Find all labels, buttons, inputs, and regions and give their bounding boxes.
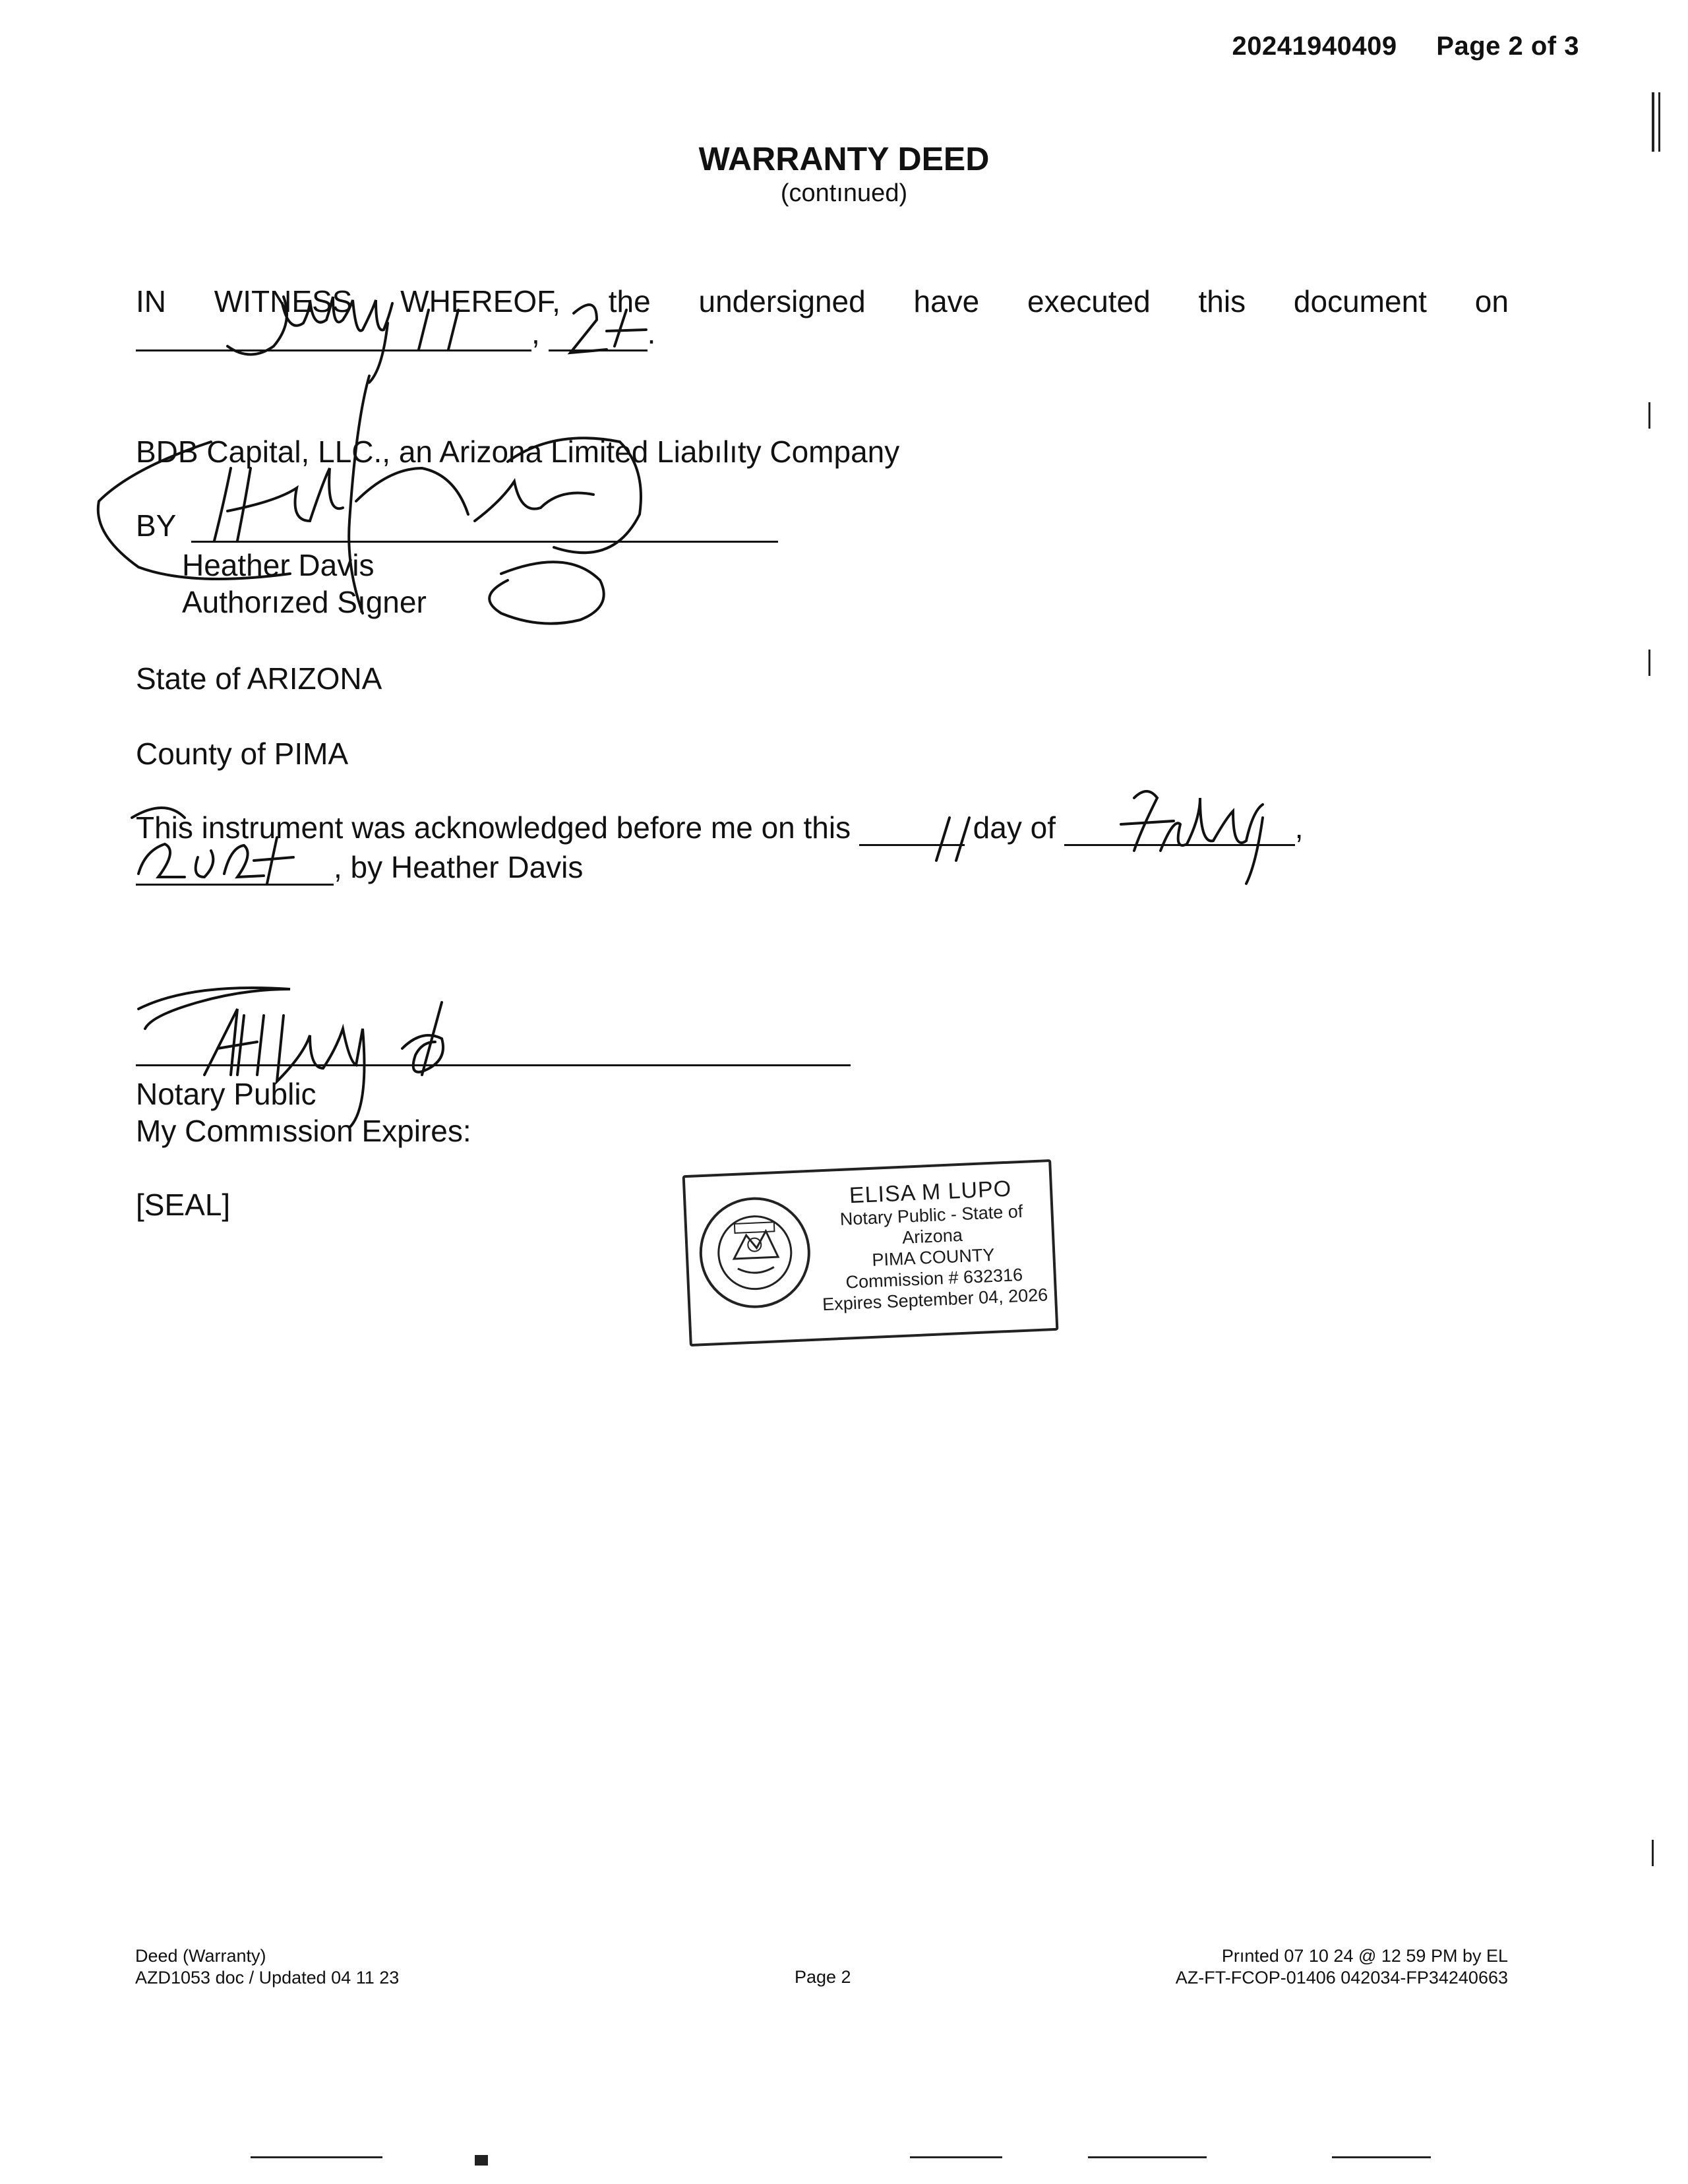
stamp-commission-line: Commission # 632316 <box>845 1264 1023 1292</box>
ack-text: This instrument was acknowledged before me on this <box>136 810 851 845</box>
signer-title: Authorızed Sıgner <box>182 585 427 619</box>
witness-word: undersigned <box>698 284 866 318</box>
witness-word: WHEREOF, <box>400 284 560 318</box>
ack-by: , by Heather Davis <box>334 850 584 884</box>
signer-name: Heather Davis <box>182 548 375 582</box>
county-line: County of PIMA <box>136 737 349 771</box>
document-title: WARRANTY DEED <box>698 140 990 177</box>
document-subtitle: (contınued) <box>780 179 908 207</box>
footer-right <box>1176 1945 1508 1989</box>
stamp-county-line: PIMA COUNTY <box>871 1244 995 1270</box>
handwritten-acknowledgment <box>119 778 1372 897</box>
state-line: State of ARIZONA <box>136 661 382 696</box>
witness-word: the <box>608 284 651 318</box>
scan-mark <box>1658 92 1660 152</box>
handwritten-date <box>211 284 686 369</box>
scan-mark <box>251 2156 382 2158</box>
scan-mark <box>1648 402 1650 429</box>
arizona-seal-icon <box>695 1193 815 1313</box>
stamp-text <box>814 1174 1050 1315</box>
scan-mark <box>1332 2156 1431 2158</box>
footer-page-number: Page 2 <box>795 1967 851 1987</box>
signer-signature <box>79 369 673 633</box>
scan-mark <box>475 2155 488 2166</box>
document-number: 20241940409 <box>1232 32 1397 61</box>
witness-word: on <box>1474 284 1509 318</box>
scan-mark <box>1088 2156 1207 2158</box>
witness-word: document <box>1293 284 1427 318</box>
witness-word: WITNESS <box>214 284 353 318</box>
stamp-expiry-line: Expires September 04, 2026 <box>822 1284 1048 1314</box>
scan-mark <box>1652 92 1654 152</box>
document-header <box>1232 32 1579 61</box>
notary-stamp <box>682 1159 1059 1347</box>
witness-date-line: , . <box>136 315 655 351</box>
witness-word: IN <box>136 284 166 318</box>
company-line: BDB Capital, LLC., an Arizona Limited Liabılıty Company <box>136 435 900 469</box>
acknowledgment-line-1: This instrument was acknowledged before me on this day of , <box>136 810 1304 846</box>
witness-word: have <box>913 284 980 318</box>
footer-printed: Prınted 07 10 24 @ 12 59 PM by EL <box>1221 1946 1508 1966</box>
witness-word: this <box>1198 284 1246 318</box>
scan-mark <box>910 2156 1002 2158</box>
notary-name: ELISA M LUPO <box>849 1176 1012 1209</box>
seal-label: [SEAL] <box>136 1188 231 1222</box>
by-label: BY <box>136 508 177 543</box>
notary-label: Notary Public <box>136 1077 316 1111</box>
commission-expires-label: My Commıssion Expires: <box>136 1114 471 1148</box>
footer-form-id: AZD1053 doc / Updated 04 11 23 <box>135 1967 400 1987</box>
footer-file-id: AZ-FT-FCOP-01406 042034-FP34240663 <box>1175 1967 1508 1987</box>
notary-signature-line <box>136 1064 851 1066</box>
footer-doc-type: Deed (Warranty) <box>135 1946 266 1966</box>
page-indicator: Page 2 of 3 <box>1436 32 1579 61</box>
ack-day-of: day of <box>973 810 1056 845</box>
witness-word: executed <box>1027 284 1151 318</box>
footer-left <box>135 1945 399 1989</box>
stamp-state-line: Notary Public - State of Arizona <box>839 1201 1023 1248</box>
scan-mark <box>1648 650 1650 676</box>
scan-mark <box>1652 1840 1654 1866</box>
